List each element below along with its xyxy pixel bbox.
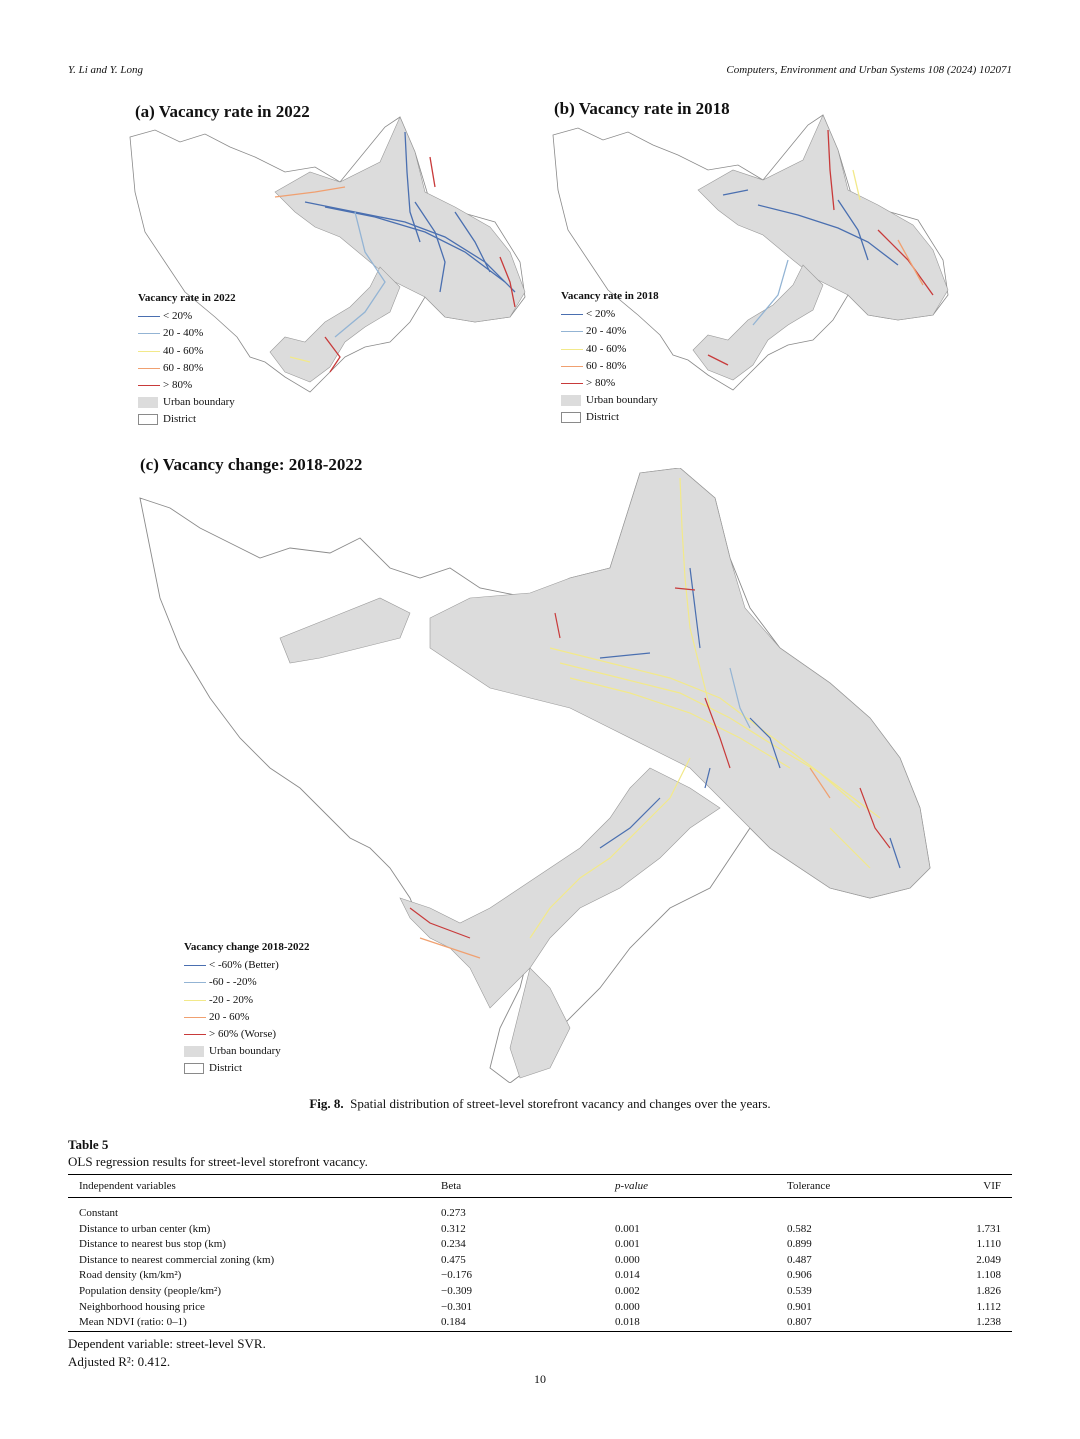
table-note-r2: Adjusted R²: 0.412. xyxy=(68,1354,171,1369)
legend-item xyxy=(184,1009,309,1026)
legend-swatch xyxy=(184,1000,206,1001)
table-cell: 1.108 xyxy=(976,1269,1001,1282)
ols-table xyxy=(68,1174,1012,1332)
table-cell: Mean NDVI (ratio: 0–1) xyxy=(68,1315,441,1331)
legend-swatch xyxy=(138,414,158,425)
legend-item xyxy=(561,323,659,340)
legend-item xyxy=(138,360,236,377)
figure-caption-text: Spatial distribution of street-level storefront vacancy and changes over the years. xyxy=(350,1096,771,1111)
table-cell: 0.234 xyxy=(441,1238,466,1251)
table-row xyxy=(68,1253,1012,1269)
legend-item xyxy=(138,308,236,325)
table-cell: 1.112 xyxy=(976,1300,1001,1313)
legend-swatch xyxy=(138,397,158,408)
table-cell xyxy=(787,1198,957,1222)
legend-label: Urban boundary xyxy=(163,396,235,409)
table-cell: 0.273 xyxy=(441,1207,466,1219)
col-header-variables: Independent variables xyxy=(68,1175,441,1198)
legend-label: District xyxy=(163,413,196,426)
table-cell: 0.312 xyxy=(441,1222,466,1235)
legend-item xyxy=(561,341,659,358)
table-header-row xyxy=(68,1175,1012,1198)
legend-label: District xyxy=(586,411,619,424)
legend-swatch xyxy=(138,368,160,369)
legend-swatch xyxy=(561,349,583,350)
legend-item xyxy=(184,992,309,1009)
table-row xyxy=(68,1315,1012,1331)
legend-label: 20 - 60% xyxy=(209,1010,250,1023)
legend-label: > 60% (Worse) xyxy=(209,1027,277,1040)
legend-swatch xyxy=(561,331,583,332)
page-number: 10 xyxy=(534,1372,546,1386)
table-cell: 0.899 xyxy=(787,1238,812,1251)
table-cell: 0.001 xyxy=(615,1238,640,1251)
table-cell: 0.014 xyxy=(615,1269,640,1282)
col-header-tolerance: Tolerance xyxy=(787,1175,957,1198)
table-cell: Distance to urban center (km) xyxy=(79,1222,211,1235)
legend-label: < 20% xyxy=(586,308,616,321)
legend-item xyxy=(138,377,236,394)
legend-label: 20 - 40% xyxy=(163,327,204,340)
legend-swatch xyxy=(184,1017,206,1018)
table-cell: 0.487 xyxy=(787,1253,812,1266)
legend-swatch xyxy=(561,383,583,384)
legend-item xyxy=(561,392,659,409)
table-cell: 0.901 xyxy=(787,1300,812,1313)
table-cell: 0.582 xyxy=(787,1222,812,1235)
legend-swatch xyxy=(138,351,160,352)
legend-item xyxy=(184,957,309,974)
figure-caption xyxy=(0,1096,1080,1112)
table-row xyxy=(68,1284,1012,1300)
table-title: OLS regression results for street-level storefront vacancy. xyxy=(68,1154,368,1169)
table-cell: Neighborhood housing price xyxy=(79,1300,205,1313)
table-cell: Population density (people/km²) xyxy=(79,1284,222,1297)
table-cell: Road density (km/km²) xyxy=(79,1269,182,1282)
table-cell xyxy=(615,1198,787,1222)
table-cell: 1.238 xyxy=(957,1315,1012,1331)
table-row xyxy=(68,1222,1012,1238)
table-cell: 0.807 xyxy=(787,1315,957,1331)
col-header-vif: VIF xyxy=(957,1175,1012,1198)
table-row xyxy=(68,1268,1012,1284)
map-c-title: (c) Vacancy change: 2018-2022 xyxy=(140,455,363,474)
legend-item xyxy=(561,358,659,375)
table-row xyxy=(68,1300,1012,1316)
legend-item xyxy=(184,974,309,991)
table-cell: 0.475 xyxy=(441,1253,466,1266)
legend-label: 60 - 80% xyxy=(163,361,204,374)
table-cell: 0.906 xyxy=(787,1269,812,1282)
table-cell: 1.826 xyxy=(976,1284,1001,1297)
map-b-legend xyxy=(561,288,659,427)
legend-label: 40 - 60% xyxy=(586,342,627,355)
col-header-beta: Beta xyxy=(441,1175,615,1198)
legend-label: -60 - -20% xyxy=(209,976,257,989)
table-cell: 0.539 xyxy=(787,1284,812,1297)
legend-swatch xyxy=(138,316,160,317)
legend-item xyxy=(561,306,659,323)
legend-item xyxy=(561,409,659,426)
legend-item xyxy=(184,1043,309,1060)
legend-swatch xyxy=(561,412,581,423)
legend-label: District xyxy=(209,1062,242,1075)
legend-title: Vacancy rate in 2022 xyxy=(138,292,236,304)
legend-item xyxy=(138,411,236,428)
legend-item xyxy=(138,343,236,360)
table-cell: −0.301 xyxy=(441,1300,472,1313)
map-a-legend xyxy=(138,290,236,429)
legend-label: -20 - 20% xyxy=(209,993,253,1006)
figure-label: Fig. 8. xyxy=(309,1096,344,1111)
table-cell xyxy=(957,1198,1012,1222)
legend-title: Vacancy rate in 2018 xyxy=(561,290,659,302)
table-cell: 2.049 xyxy=(976,1253,1001,1266)
table-cell: −0.309 xyxy=(441,1284,472,1297)
table-cell: 0.184 xyxy=(441,1315,615,1331)
running-header-authors: Y. Li and Y. Long xyxy=(68,64,144,76)
legend-swatch xyxy=(138,333,160,334)
table-cell: 0.000 xyxy=(615,1253,640,1266)
legend-swatch xyxy=(184,1046,204,1057)
table-cell: Distance to nearest commercial zoning (km) xyxy=(79,1253,275,1266)
legend-label: 60 - 80% xyxy=(586,359,627,372)
legend-swatch xyxy=(184,965,206,966)
table-row xyxy=(68,1198,1012,1222)
legend-item xyxy=(184,1026,309,1043)
legend-title: Vacancy change 2018-2022 xyxy=(184,941,310,953)
legend-label: 20 - 40% xyxy=(586,325,627,338)
legend-swatch xyxy=(561,366,583,367)
legend-label: Urban boundary xyxy=(209,1045,281,1058)
legend-item xyxy=(138,325,236,342)
legend-item xyxy=(561,375,659,392)
table-cell: Distance to nearest bus stop (km) xyxy=(79,1238,226,1251)
map-c-legend xyxy=(184,939,309,1078)
legend-label: < -60% (Better) xyxy=(209,959,279,972)
table-cell: 0.000 xyxy=(615,1300,640,1313)
table-cell: 0.001 xyxy=(615,1222,640,1235)
table-row xyxy=(68,1237,1012,1253)
table-label: Table 5 xyxy=(68,1137,109,1152)
legend-label: < 20% xyxy=(163,310,193,323)
legend-swatch xyxy=(184,982,206,983)
legend-item xyxy=(138,394,236,411)
table-note-dependent: Dependent variable: street-level SVR. xyxy=(68,1336,266,1351)
legend-label: > 80% xyxy=(586,376,616,389)
table-cell: 1.731 xyxy=(976,1222,1001,1235)
legend-swatch xyxy=(561,395,581,406)
col-header-pvalue: p-value xyxy=(615,1175,787,1198)
table-cell: 0.018 xyxy=(615,1315,787,1331)
legend-item xyxy=(184,1060,309,1077)
legend-label: > 80% xyxy=(163,378,193,391)
legend-swatch xyxy=(561,314,583,315)
legend-swatch xyxy=(138,385,160,386)
table-cell: 0.002 xyxy=(615,1284,640,1297)
map-a-title: (a) Vacancy rate in 2022 xyxy=(135,102,310,121)
legend-label: Urban boundary xyxy=(586,394,658,407)
running-header-journal: Computers, Environment and Urban Systems 108 (2024) 102071 xyxy=(726,64,1012,76)
legend-swatch xyxy=(184,1063,204,1074)
table-cell: Constant xyxy=(79,1207,119,1219)
legend-label: 40 - 60% xyxy=(163,344,204,357)
legend-swatch xyxy=(184,1034,206,1035)
table-cell: −0.176 xyxy=(441,1269,472,1282)
table-cell: 1.110 xyxy=(976,1238,1001,1251)
map-b-title: (b) Vacancy rate in 2018 xyxy=(554,99,730,118)
